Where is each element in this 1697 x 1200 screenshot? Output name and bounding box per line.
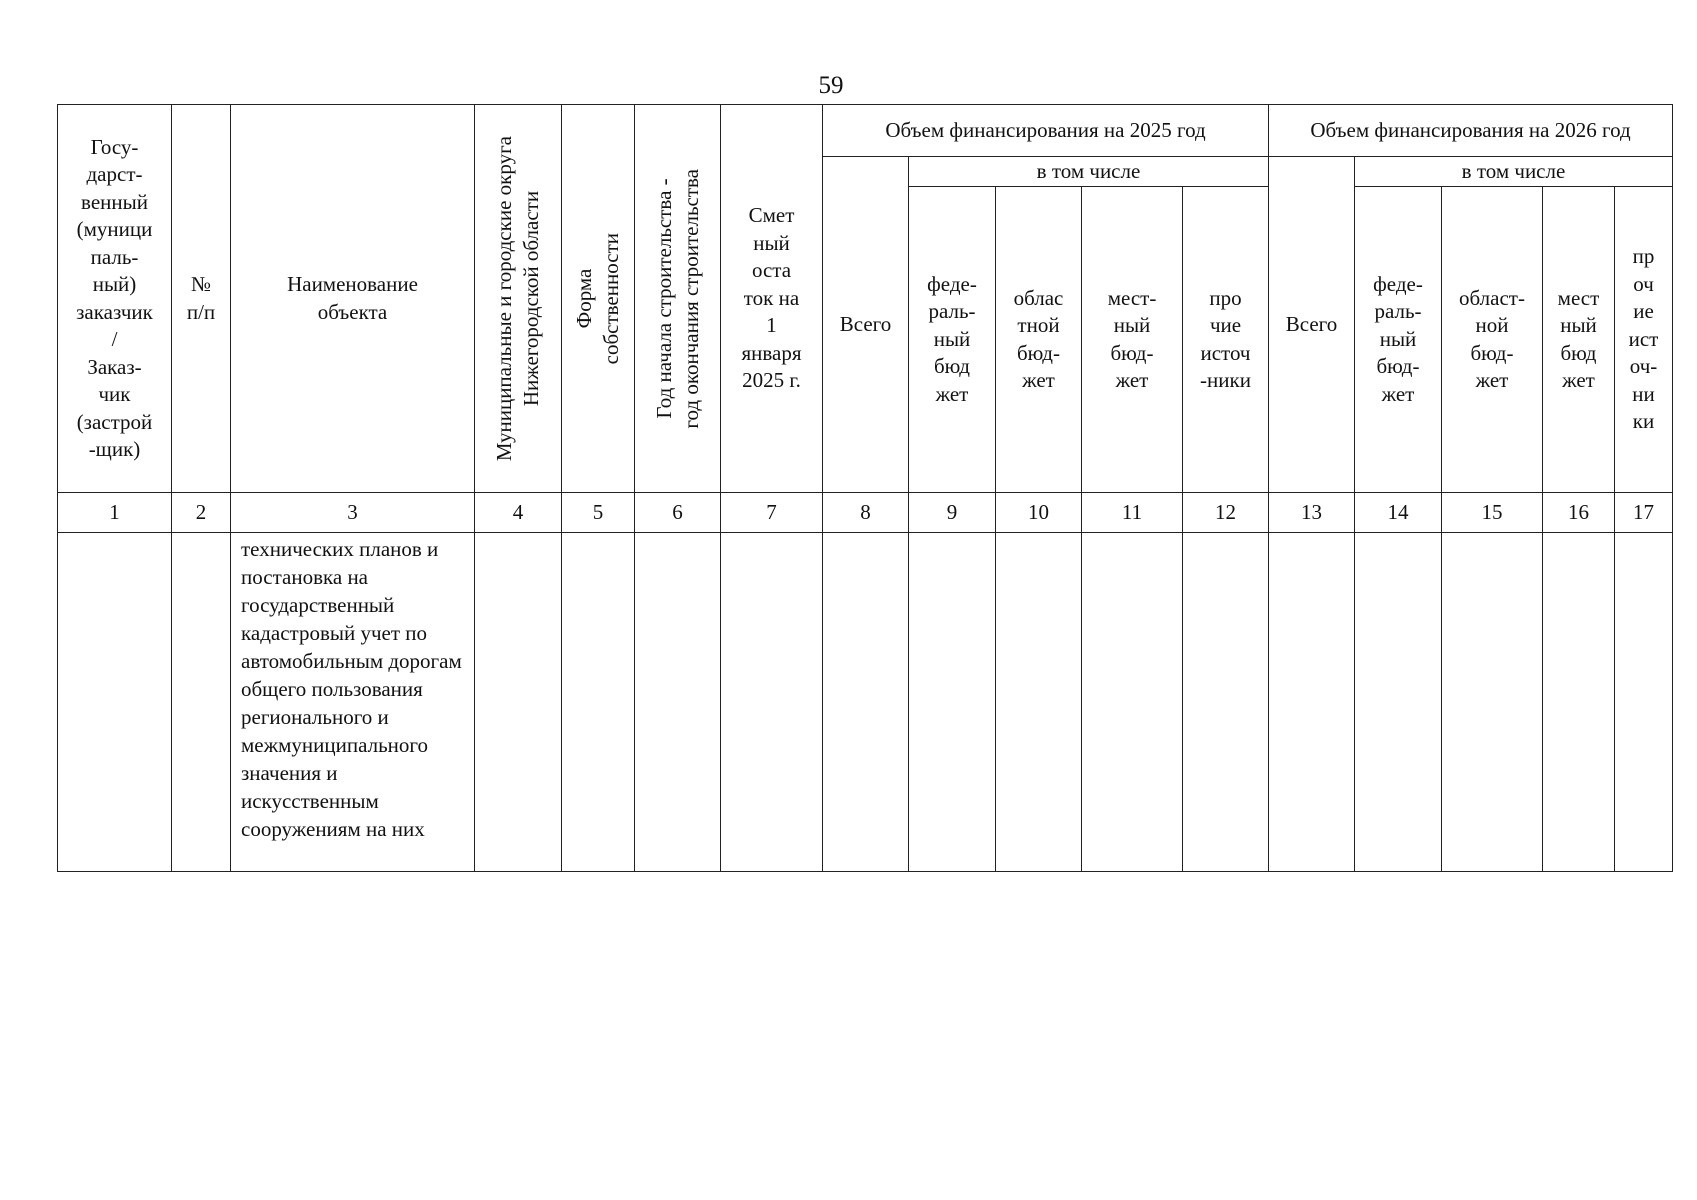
cell-estimated-balance <box>721 533 823 872</box>
cell-2025-other <box>1183 533 1269 872</box>
cell-ownership <box>562 533 635 872</box>
column-number: 6 <box>635 493 721 533</box>
cell-2025-federal <box>909 533 996 872</box>
header-2025-total: Всего <box>823 157 909 493</box>
cell-number <box>172 533 231 872</box>
column-number: 16 <box>1543 493 1615 533</box>
column-number: 2 <box>172 493 231 533</box>
cell-object-name: технических планов и постановка на государственный кадастровый учет по автомобильным дорогам общего пользования регионального и межмуниципального значения и искусственным сооружениям на них <box>231 533 475 872</box>
financing-table <box>57 104 1673 872</box>
column-number: 17 <box>1615 493 1673 533</box>
column-number: 5 <box>562 493 635 533</box>
header-ownership: Форма собственности <box>562 105 635 493</box>
column-number: 3 <box>231 493 475 533</box>
header-2026-federal: феде- раль- ный бюд- жет <box>1355 187 1442 493</box>
header-customer: Госу- дарст- венный (муници паль- ный) заказчик / Заказ- чик (застрой -щик) <box>58 105 172 493</box>
header-2025-other: про чие источ -ники <box>1183 187 1269 493</box>
header-row-1 <box>58 105 1673 157</box>
column-number: 15 <box>1442 493 1543 533</box>
cell-2026-total <box>1269 533 1355 872</box>
cell-2026-local <box>1543 533 1615 872</box>
column-number: 13 <box>1269 493 1355 533</box>
page-number: 59 <box>818 72 844 99</box>
header-municipalities: Муниципальные и городские округа Нижегородской области <box>475 105 562 493</box>
header-2026-including: в том числе <box>1355 157 1673 187</box>
header-2026-total: Всего <box>1269 157 1355 493</box>
cell-2026-federal <box>1355 533 1442 872</box>
cell-2026-other <box>1615 533 1673 872</box>
header-estimated-balance: Смет ный оста ток на 1 января 2025 г. <box>721 105 823 493</box>
header-2025-local: мест- ный бюд- жет <box>1082 187 1183 493</box>
column-number: 1 <box>58 493 172 533</box>
header-financing-2026-title: Объем финансирования на 2026 год <box>1269 105 1673 157</box>
column-number: 12 <box>1183 493 1269 533</box>
header-financing-2025-title: Объем финансирования на 2025 год <box>823 105 1269 157</box>
column-number-row <box>58 493 1673 533</box>
header-years: Год начала строительства - год окончания строительства <box>635 105 721 493</box>
column-number: 8 <box>823 493 909 533</box>
cell-2025-local <box>1082 533 1183 872</box>
column-number: 9 <box>909 493 996 533</box>
header-2025-regional: облас тной бюд- жет <box>996 187 1082 493</box>
cell-2026-regional <box>1442 533 1543 872</box>
column-number: 7 <box>721 493 823 533</box>
header-2026-regional: област- ной бюд- жет <box>1442 187 1543 493</box>
column-number: 4 <box>475 493 562 533</box>
header-object-name: Наименование объекта <box>231 105 475 493</box>
table-row <box>58 533 1673 872</box>
cell-customer <box>58 533 172 872</box>
header-2025-federal: феде- раль- ный бюд жет <box>909 187 996 493</box>
column-number: 10 <box>996 493 1082 533</box>
header-2025-including: в том числе <box>909 157 1269 187</box>
header-number: № п/п <box>172 105 231 493</box>
column-number: 11 <box>1082 493 1183 533</box>
cell-municipalities <box>475 533 562 872</box>
cell-2025-regional <box>996 533 1082 872</box>
cell-years <box>635 533 721 872</box>
cell-2025-total <box>823 533 909 872</box>
header-2026-other: пр оч ие ист оч- ни ки <box>1615 187 1673 493</box>
column-number: 14 <box>1355 493 1442 533</box>
header-2026-local: мест ный бюд жет <box>1543 187 1615 493</box>
